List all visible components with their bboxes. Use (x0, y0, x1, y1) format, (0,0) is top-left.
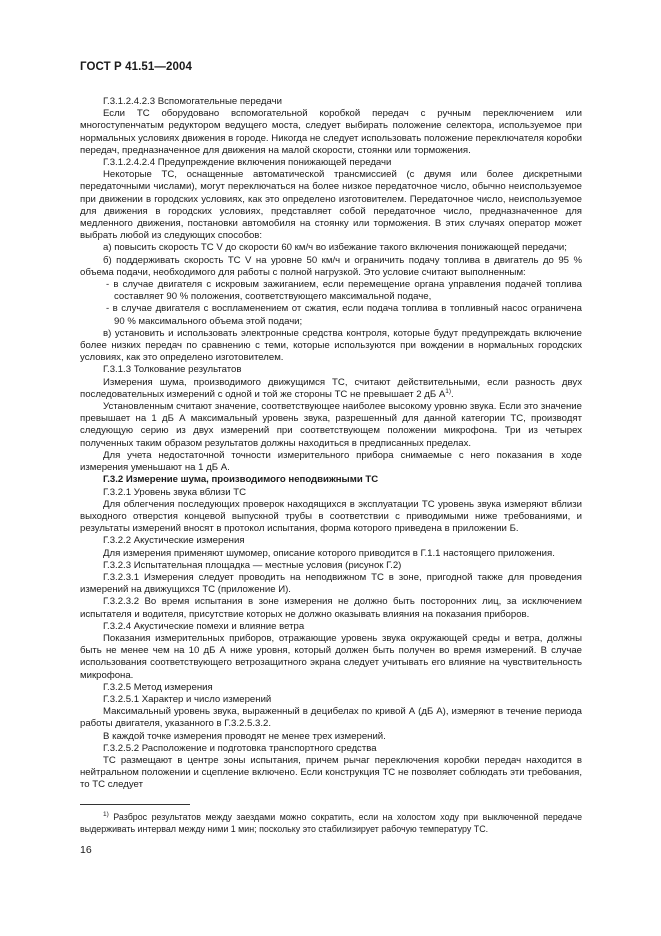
document-body (80, 96, 582, 792)
paragraph: Измерения шума, производимого движущимся ТС, считают действительными, если разность двух последовательных измерений с одной и той же стороны ТС не превышает 2 дБ $А^{1)}$. (80, 376, 582, 400)
paragraph: Г.3.1.3 Толкование результатов (103, 364, 242, 376)
paragraph: Г.3.2.1 Уровень звука вблизи ТС (103, 486, 247, 498)
paragraph: Если ТС оборудовано вспомогательной коробкой передач с ручным переключением или многоступенчатым редуктором ведущего моста, следует выбирать положение селектора, используемое при нормальных условиях движения в городе. Никогда не следует использовать положение переключателя коробки передач, предназначенное для движения на малой скорости, стоянки или торможения. (80, 108, 582, 156)
footnote: $^{1)}$ Разброс результатов между заездами можно сократить, если на холостом ходу при выключенной передаче выдерживать интервал между ними 1 мин; поскольку это стабилизирует рабочую температуру ТС. (80, 811, 583, 834)
paragraph: Г.3.1.2.4.2.3 Вспомогательные передачи (103, 96, 282, 107)
paragraph: Некоторые ТС, оснащенные автоматической трансмиссией (с двумя или более дискретными передаточными числами), могут переключаться на более низкое передаточное число, обычно неиспользуемое при движении в городских условиях, как это определено изготовителем. Передаточное число, неиспользуемое для движения в городских условиях, представляет собой передаточное число, предназначенное для медленного движения, постановки автомобиля на стоянку или торможения. В этих случаях оператор может выбрать любой из следующих способов: (80, 169, 582, 242)
paragraph: Максимальный уровень звука, выраженный в децибелах по кривой А (дБ А), измеряют в течение периода работы двигателя, указанного в Г.3.2.5.3.2. (80, 706, 582, 730)
list-item: а) повысить скорость ТС V до скорости 60 км/ч во избежание такого включения понижающей передачи; (103, 242, 567, 254)
list-item: б) поддерживать скорость ТС V на уровне 50 км/ч и ограничить подачу топлива в двигатель до 95 % объема подачи, необходимого для работы с полной нагрузкой. Это условие считают выполненным: (80, 254, 582, 278)
paragraph: Установленным считают значение, соответствующее наиболее высокому уровню звука. Если это значение превышает на 1 дБ А максимальный уровень звука, разрешенный для данной категории ТС, производят следующую серию из двух измерений при соответствующем положении микрофона. Три из четырех полученных таким образом результатов должны находиться в предписанных пределах. (80, 401, 582, 449)
sub-list-item: - в случае двигателя с воспламенением от сжатия, если подача топлива в топливный насос ограничена 90 % максимального объема этой подачи; (106, 303, 582, 327)
page-number: 16 (80, 844, 92, 856)
paragraph: Г.3.2.5.1 Характер и число измерений (103, 693, 272, 705)
paragraph: Г.3.2.2 Акустические измерения (103, 535, 245, 547)
paragraph: В каждой точке измерения проводят не менее трех измерений. (103, 730, 386, 742)
sub-list-item: - в случае двигателя с искровым зажиганием, если перемещение органа управления подачей топлива составляет 90 % положения, соответствующего максимальной подаче, (106, 279, 582, 303)
paragraph: Г.3.2.3.1 Измерения следует проводить на неподвижном ТС в зоне, пригодной также для проведения измерений на движущихся ТС (приложение И). (80, 571, 582, 596)
footnote-mark: 1) (103, 811, 109, 818)
paragraph: Г.3.2.4 Акустические помехи и влияние ветра (103, 620, 305, 632)
paragraph: Показания измерительных приборов, отражающие уровень звука окружающей среды и ветра, должны быть не менее чем на 10 дБ А ниже уровня, который должен быть получен во время измерений. В случае использования соответствующего ветрозащитного экрана следует учитывать его влияние на чувствительность микрофона. (80, 632, 582, 681)
paragraph: Г.3.2.3 Испытательная площадка — местные условия (рисунок Г.2) (103, 559, 402, 571)
footnote-mark: 1) (445, 387, 452, 395)
paragraph: Для измерения применяют шумомер, описание которого приводится в Г.1.1 настоящего приложения. (103, 547, 555, 559)
paragraph: Г.3.1.2.4.2.4 Предупреждение включения понижающей передачи (103, 157, 392, 169)
list-item: в) установить и использовать электронные средства контроля, которые будут предупреждать включение более низких передач по сравнению с теми, которые используются при вождении в нормальных городских условиях, как это определено изготовителем. (80, 327, 582, 364)
footnote-divider (80, 804, 190, 805)
paragraph: Г.3.2.3.2 Во время испытания в зоне измерения не должно быть посторонних лиц, за исключением испытателя и водителя, присутствие которых не должно оказывать влияния на показания приборов. (80, 596, 582, 620)
paragraph: Г.3.2.5 Метод измерения (103, 681, 213, 693)
paragraph: Г.3.2.5.2 Расположение и подготовка транспортного средства (103, 742, 377, 754)
section-heading: Г.3.2 Измерение шума, производимого неподвижными ТС (103, 474, 379, 486)
paragraph: Для облегчения последующих проверок находящихся в эксплуатации ТС уровень звука измеряют вблизи выходного отверстия концевой выпускной трубы в соответствии с приводимыми ниже требованиями, и результаты измерений вносят в протокол испытания, форма которого приведена в приложении Б. (80, 498, 582, 535)
paragraph: ТС размещают в центре зоны испытания, причем рычаг переключения коробки передач находится в нейтральном положении и сцепление включено. Если конструкция ТС не позволяет соблюдать эти требования, то ТС следует (80, 754, 582, 791)
document-header: ГОСТ Р 41.51—2004 (80, 61, 192, 73)
paragraph: Для учета недостаточной точности измерительного прибора снимаемые с него показания в ходе измерения уменьшают на 1 дБ А. (80, 449, 582, 474)
